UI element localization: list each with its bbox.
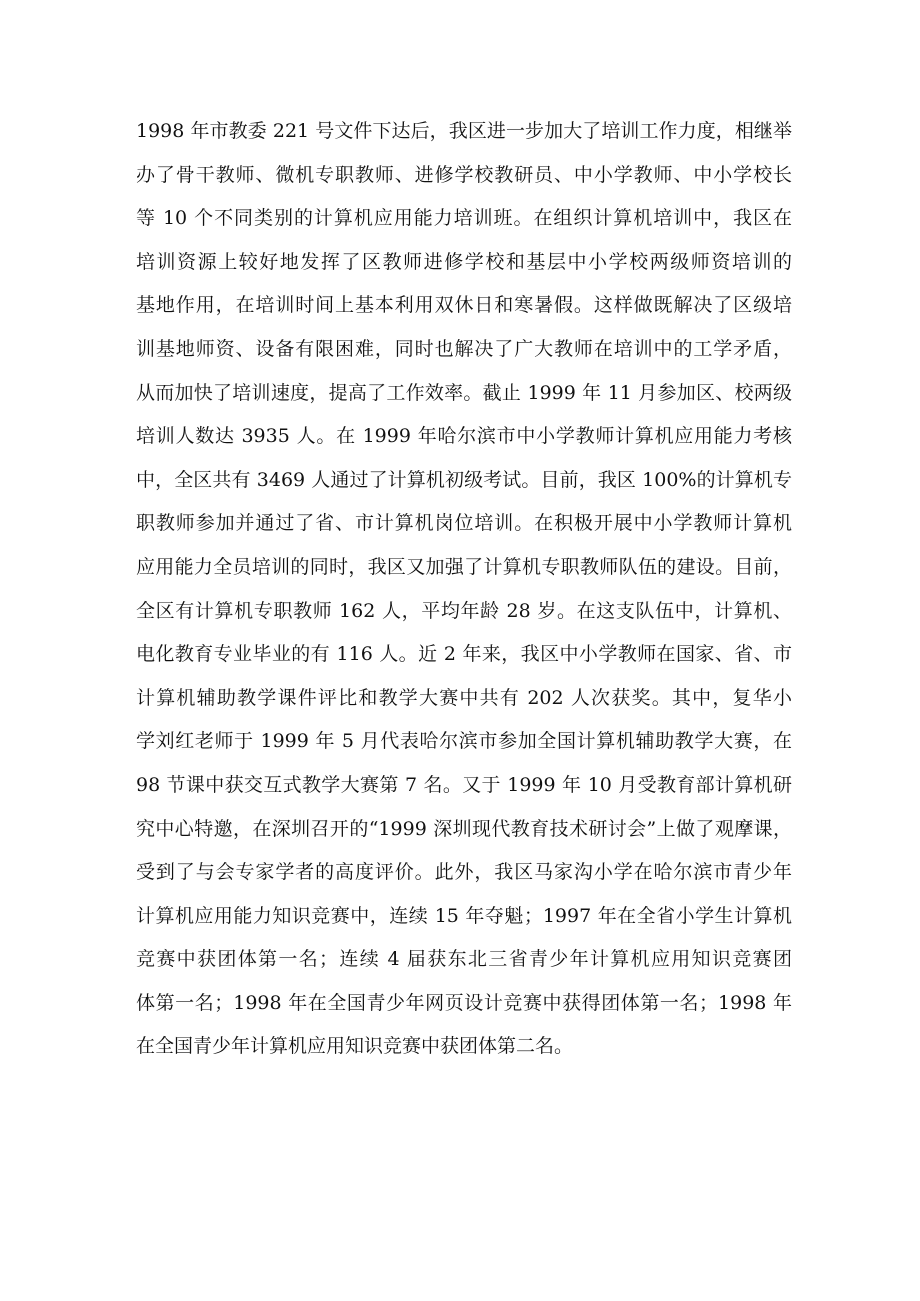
- text-line: 计算机应用能力知识竞赛中，连续 15 年夺魁；1997 年在全省小学生计算机: [136, 904, 792, 927]
- body-paragraph: [136, 110, 792, 1069]
- text-line: 培训人数达 3935 人。在 1999 年哈尔滨市中小学教师计算机应用能力考核: [136, 425, 792, 448]
- text-line: 从而加快了培训速度，提高了工作效率。截止 1999 年 11 月参加区、校两级: [136, 381, 792, 404]
- text-line: 基地作用，在培训时间上基本利用双休日和寒暑假。这样做既解决了区级培: [136, 294, 792, 317]
- text-line: 学刘红老师于 1999 年 5 月代表哈尔滨市参加全国计算机辅助教学大赛，在: [136, 730, 792, 753]
- text-line: 全区有计算机专职教师 162 人，平均年龄 28 岁。在这支队伍中，计算机、: [136, 599, 792, 622]
- text-line: 1998 年市教委 221 号文件下达后，我区进一步加大了培训工作力度，相继举: [136, 120, 792, 142]
- text-line: 究中心特邀，在深圳召开的“1999 深圳现代教育技术研讨会”上做了观摩课，: [136, 817, 792, 840]
- text-line: 计算机辅助教学课件评比和教学大赛中共有 202 人次获奖。其中，复华小: [136, 686, 792, 709]
- text-line: 98 节课中获交互式教学大赛第 7 名。又于 1999 年 10 月受教育部计算机研: [136, 773, 792, 796]
- text-line: 训基地师资、设备有限困难，同时也解决了广大教师在培训中的工学矛盾，: [136, 337, 792, 360]
- text-line: 受到了与会专家学者的高度评价。此外，我区马家沟小学在哈尔滨市青少年: [136, 861, 792, 884]
- text-line: 等 10 个不同类别的计算机应用能力培训班。在组织计算机培训中，我区在: [136, 207, 792, 230]
- text-line: 电化教育专业毕业的有 116 人。近 2 年来，我区中小学教师在国家、省、市: [136, 643, 792, 666]
- text-line: 应用能力全员培训的同时，我区又加强了计算机专职教师队伍的建设。目前，: [136, 555, 792, 578]
- text-line: 竞赛中获团体第一名；连续 4 届获东北三省青少年计算机应用知识竞赛团: [136, 948, 792, 971]
- text-line: 中，全区共有 3469 人通过了计算机初级考试。目前，我区 100%的计算机专: [136, 468, 792, 491]
- text-line: 体第一名；1998 年在全国青少年网页设计竞赛中获得团体第一名；1998 年: [136, 991, 792, 1014]
- text-line: 职教师参加并通过了省、市计算机岗位培训。在积极开展中小学教师计算机: [136, 512, 792, 535]
- text-line: 在全国青少年计算机应用知识竞赛中获团体第二名。: [136, 1035, 574, 1058]
- text-line: 培训资源上较好地发挥了区教师进修学校和基层中小学校两级师资培训的: [136, 250, 792, 273]
- text-line: 办了骨干教师、微机专职教师、进修学校教研员、中小学教师、中小学校长: [136, 163, 792, 186]
